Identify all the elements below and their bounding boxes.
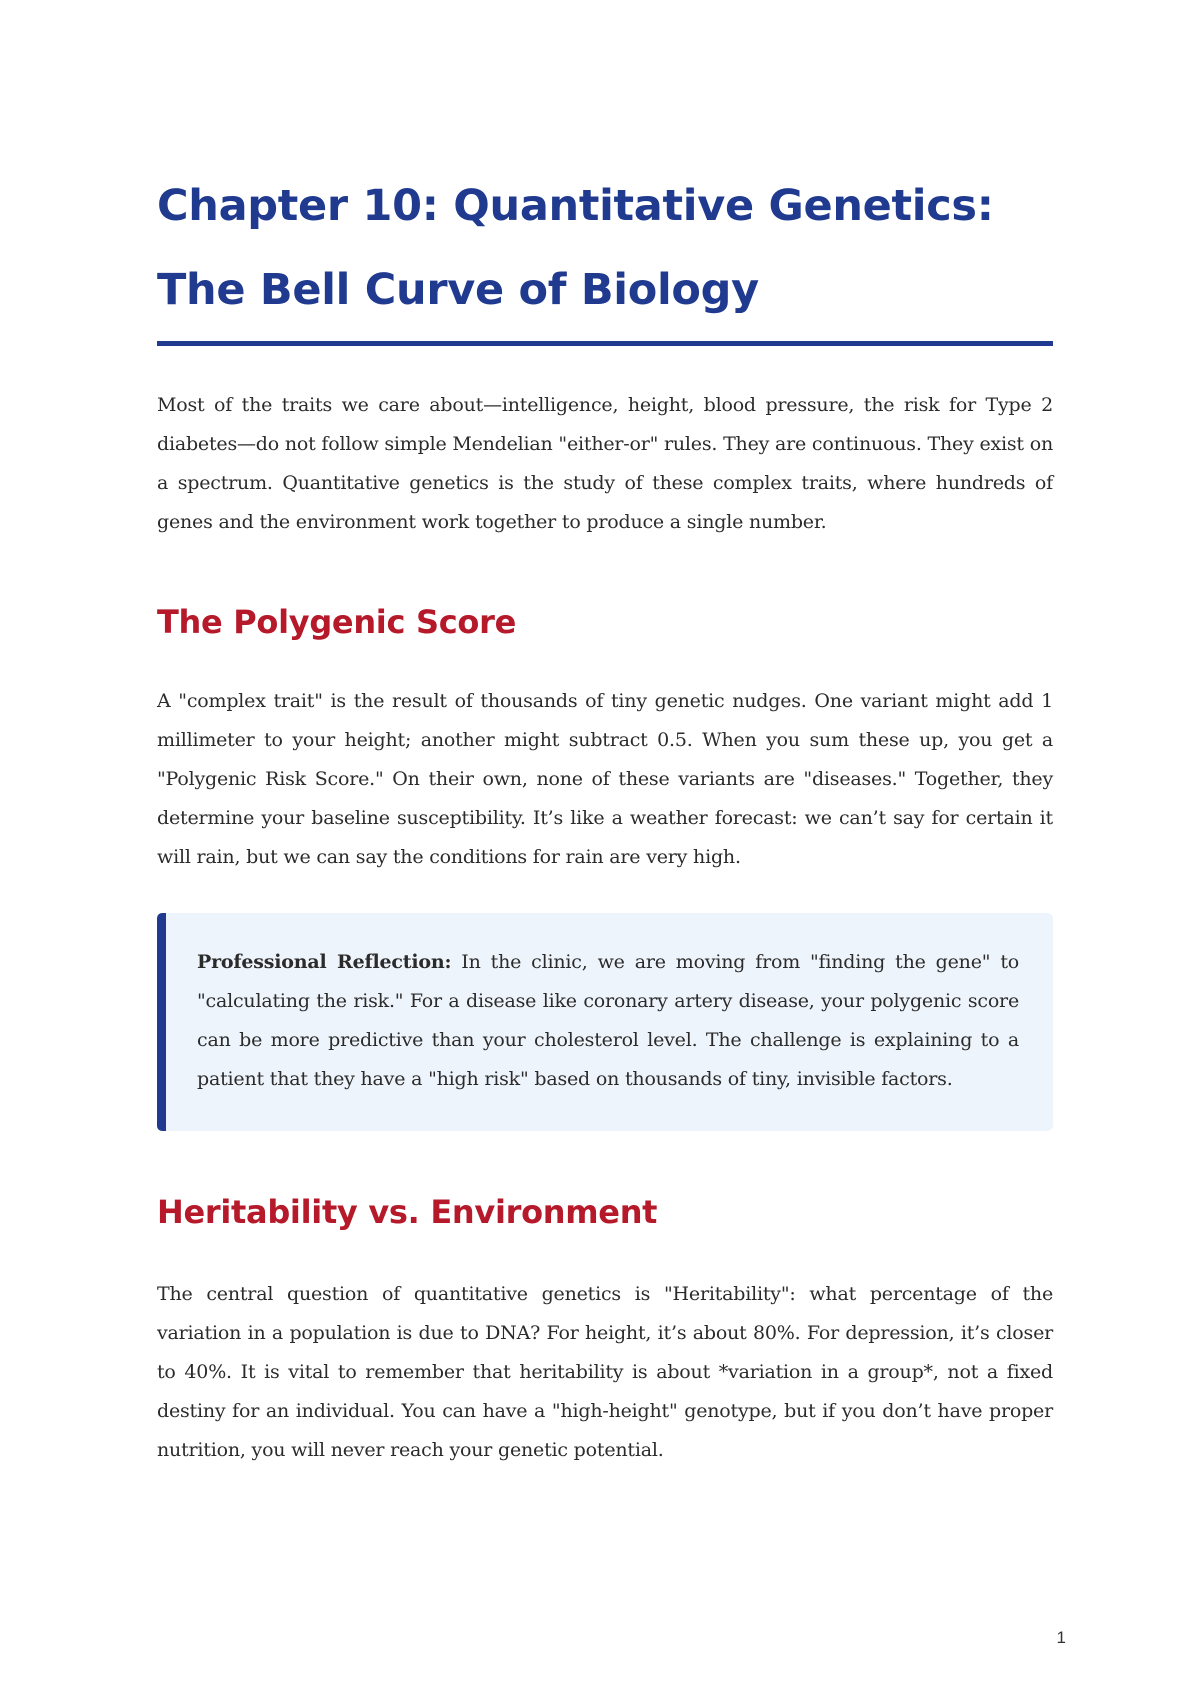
page-number: 1 <box>1056 1628 1066 1647</box>
heritability-heading: Heritability vs. Environment <box>157 1193 658 1231</box>
intro-paragraph: Most of the traits we care about—intelligence, height, blood pressure, the risk for Type 2 diabetes—do not follow simple Mendelian "either-or" rules. They are continuous. They exist on a spectrum. Quantitative genetics is the study of these complex traits, where hundreds of genes and the environment work together to produce a single number. <box>157 394 1053 533</box>
polygenic-score-paragraph: A "complex trait" is the result of thousands of tiny genetic nudges. One variant might add 1 millimeter to your height; another might subtract 0.5. When you sum these up, you get a "Polygenic Risk Score." On their own, none of these variants are "diseases." Together, they determine your baseline susceptibility. It’s like a weather forecast: we can’t say for certain it will rain, but we can say the conditions for rain are very high. <box>157 690 1053 868</box>
heritability-paragraph: The central question of quantitative genetics is "Heritability": what percentage of the variation in a population is due to DNA? For height, it’s about 80%. For depression, it’s closer to 40%. It is vital to remember that heritability is about *variation in a group*, not a fixed destiny for an individual. You can have a "high-height" genotype, but if you don’t have proper nutrition, you will never reach your genetic potential. <box>157 1283 1053 1461</box>
professional-reflection-callout <box>157 913 1053 1131</box>
title-divider <box>157 341 1053 346</box>
chapter-title <box>157 164 1057 332</box>
callout-text <box>197 943 1019 1099</box>
chapter-title-line-2: The Bell Curve of Biology <box>157 265 759 315</box>
callout-accent-bar <box>157 913 166 1131</box>
chapter-title-line-1: Chapter 10: Quantitative Genetics: <box>157 181 994 231</box>
callout-body: In the clinic, we are moving from "finding the gene" to "calculating the risk." For a disease like coronary artery disease, your polygenic score can be more predictive than your cholesterol level. The challenge is explaining to a patient that they have a "high risk" based on thousands of tiny, invisible factors. <box>197 951 1019 1090</box>
polygenic-score-heading: The Polygenic Score <box>157 603 516 641</box>
callout-label: Professional Reflection: <box>197 951 452 973</box>
